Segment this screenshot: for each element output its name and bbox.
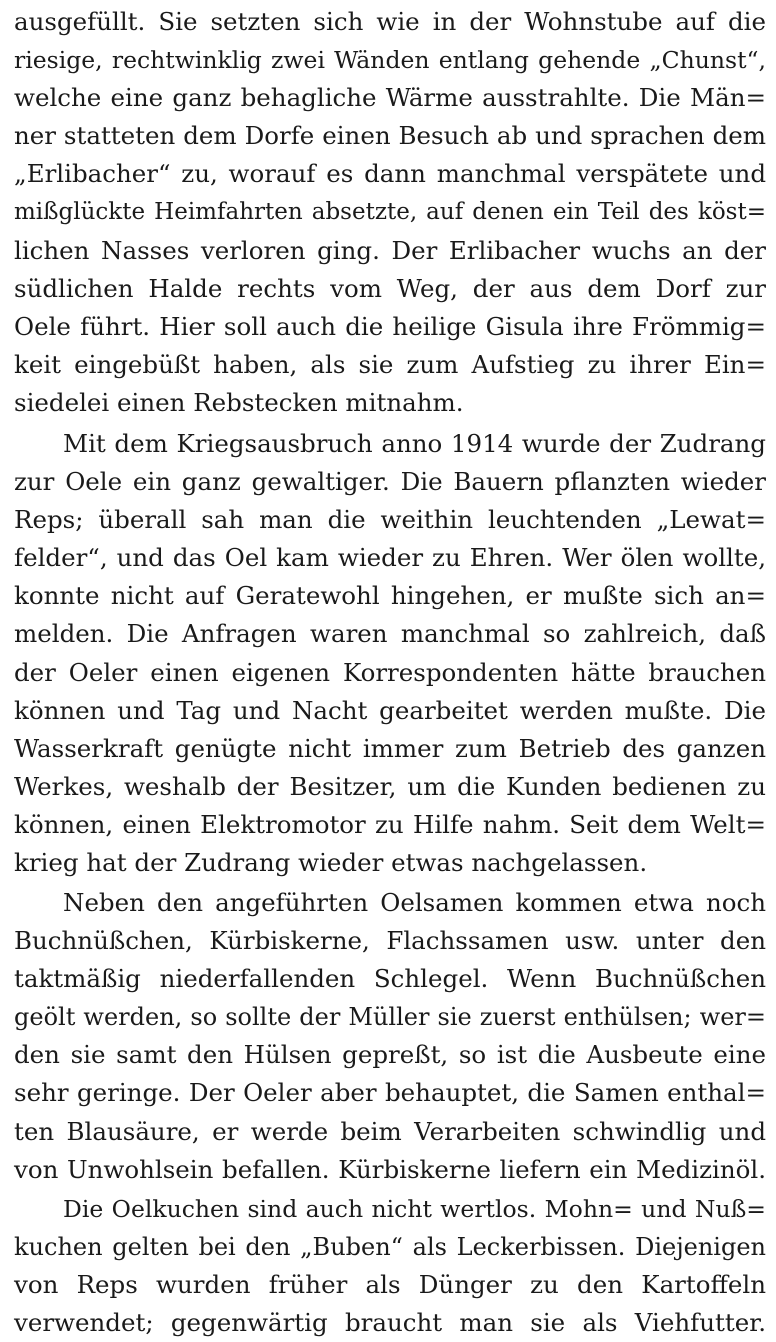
text-line: kuchen gelten bei den „Buben“ als Leckerbissen. Diejenigen bbox=[14, 1233, 766, 1262]
text-line: riesige, rechtwinklig zwei Wänden entlang gehende „Chunst“, bbox=[14, 46, 766, 75]
text-line: können, einen Elektromotor zu Hilfe nahm. Seit dem Welt= bbox=[14, 809, 766, 839]
text-line: können und Tag und Nacht gearbeitet werden mußte. Die bbox=[14, 695, 766, 725]
text-line: konnte nicht auf Geratewohl hingehen, er mußte sich an= bbox=[14, 581, 766, 611]
text-line: krieg hat der Zudrang wieder etwas nachgelassen. bbox=[14, 848, 648, 878]
text-line: Oele führt. Hier soll auch die heilige Gisula ihre Frömmig= bbox=[14, 311, 766, 341]
text-line: der Oeler einen eigenen Korrespondenten hätte brauchen bbox=[14, 657, 766, 687]
text-line: ten Blausäure, er werde beim Verarbeiten schwindlig und bbox=[14, 1116, 766, 1146]
text-line: ner statteten dem Dorfe einen Besuch ab und sprachen dem bbox=[14, 121, 766, 151]
text-line: lichen Nasses verloren ging. Der Erlibacher wuchs an der bbox=[14, 235, 766, 265]
text-line: ausgefüllt. Sie setzten sich wie in der Wohnstube auf die bbox=[14, 7, 766, 36]
text-line: Neben den angeführten Oelsamen kommen etwa noch bbox=[63, 888, 766, 917]
text-line: von Unwohlsein befallen. Kürbiskerne liefern ein Medizinöl. bbox=[14, 1154, 766, 1184]
text-line: von Reps wurden früher als Dünger zu den Kartoffeln bbox=[14, 1270, 766, 1300]
text-line: siedelei einen Rebstecken mitnahm. bbox=[14, 387, 464, 417]
text-line: Die Oelkuchen sind auch nicht wertlos. Mohn= und Nuß= bbox=[63, 1195, 766, 1223]
paragraph bbox=[14, 425, 766, 882]
text-line: welche eine ganz behagliche Wärme ausstrahlte. Die Män= bbox=[14, 83, 766, 113]
text-line: Buchnüßchen, Kürbiskerne, Flachssamen usw. unter den bbox=[14, 926, 766, 956]
text-line: den sie samt den Hülsen gepreßt, so ist die Ausbeute eine bbox=[14, 1040, 766, 1070]
text-line: südlichen Halde rechts vom Weg, der aus dem Dorf zur bbox=[14, 273, 766, 303]
paragraph bbox=[14, 1190, 766, 1342]
text-line: „Erlibacher“ zu, worauf es dann manchmal verspätete und bbox=[14, 159, 766, 189]
text-line: Mit dem Kriegsausbruch anno 1914 wurde der Zudrang bbox=[63, 429, 766, 458]
text-line: zur Oele ein ganz gewaltiger. Die Bauern pflanzten wieder bbox=[14, 467, 766, 497]
text-line: keit eingebüßt haben, als sie zum Aufstieg zu ihrer Ein= bbox=[14, 349, 766, 379]
text-line: felder“, und das Oel kam wieder zu Ehren. Wer ölen wollte, bbox=[14, 543, 766, 573]
text-line: mißglückte Heimfahrten absetzte, auf denen ein Teil des köst= bbox=[14, 199, 766, 226]
text-line: Reps; überall sah man die weithin leuchtenden „Lewat= bbox=[14, 505, 766, 535]
text-line: geölt werden, so sollte der Müller sie zuerst enthülsen; wer= bbox=[14, 1003, 766, 1032]
text-line: melden. Die Anfragen waren manchmal so zahlreich, daß bbox=[14, 619, 766, 649]
text-line: taktmäßig niederfallenden Schlegel. Wenn Buchnüßchen bbox=[14, 964, 766, 994]
paragraph bbox=[14, 884, 766, 1189]
text-line: sehr geringe. Der Oeler aber behauptet, die Samen enthal= bbox=[14, 1078, 766, 1108]
text-line: Werkes, weshalb der Besitzer, um die Kunden bedienen zu bbox=[14, 771, 766, 801]
paragraph bbox=[14, 3, 766, 422]
text-line: verwendet; gegenwärtig braucht man sie als Viehfutter. bbox=[14, 1308, 766, 1338]
text-line: Wasserkraft genügte nicht immer zum Betrieb des ganzen bbox=[14, 733, 766, 763]
